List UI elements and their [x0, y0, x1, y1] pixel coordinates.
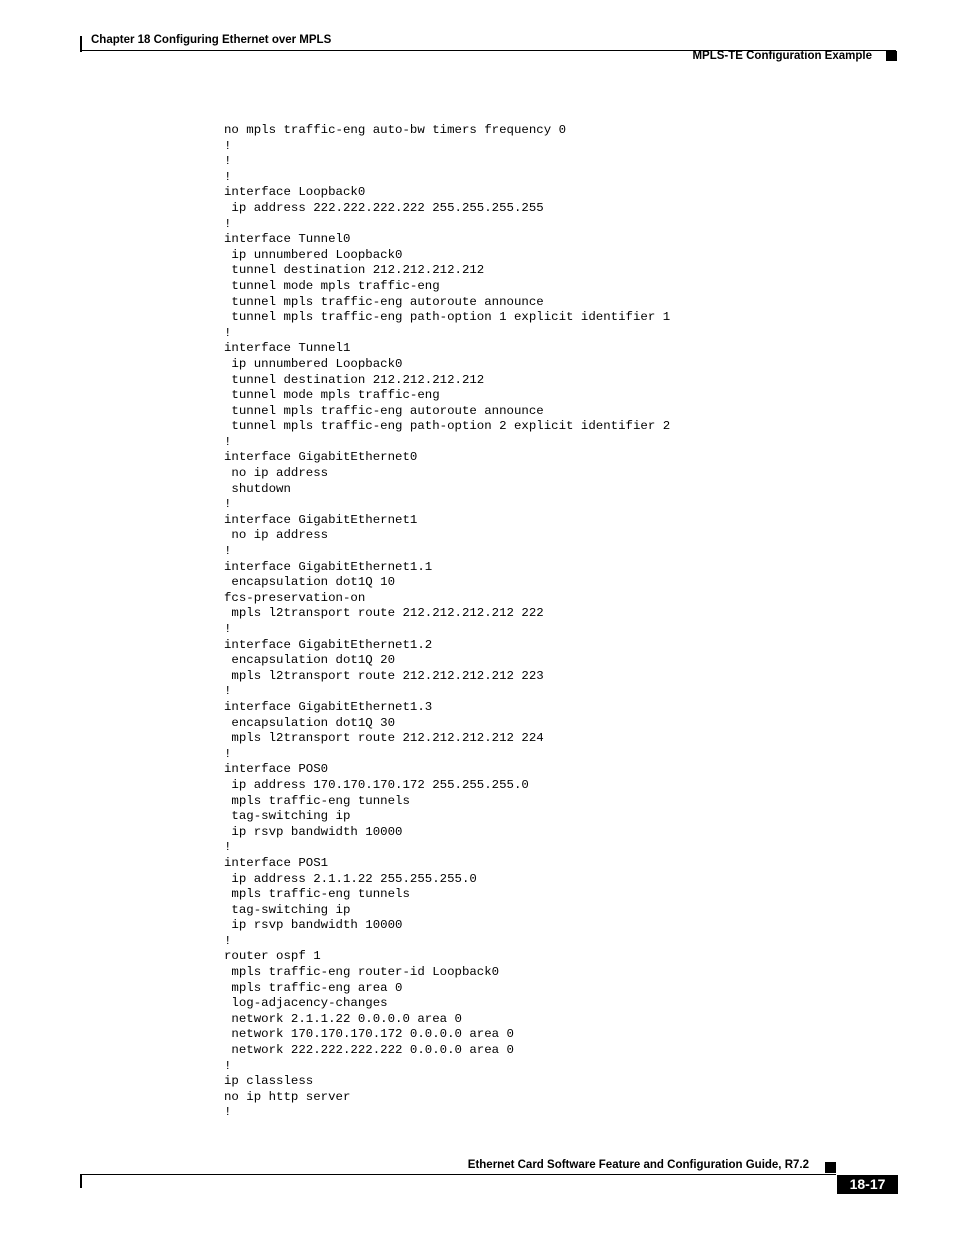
code-line: ip unnumbered Loopback0 [224, 356, 403, 371]
config-code-block [224, 123, 670, 1121]
code-line: interface POS1 [224, 855, 329, 870]
code-line: ! [224, 544, 232, 559]
footer-left-rule [80, 1174, 82, 1188]
code-line: encapsulation dot1Q 10 [224, 575, 396, 590]
code-line: log-adjacency-changes [224, 996, 388, 1011]
footer-marker [825, 1162, 836, 1173]
code-line: ! [224, 622, 232, 636]
code-line: ip unnumbered Loopback0 [224, 247, 403, 262]
code-line: ! [224, 434, 232, 449]
code-line: tunnel mpls traffic-eng autoroute announce [224, 403, 544, 418]
code-line: mpls l2transport route 212.212.212.212 222 [224, 606, 544, 621]
code-line: ! [224, 1058, 232, 1073]
code-line: ! [224, 325, 232, 340]
code-line: interface POS0 [224, 762, 329, 777]
code-line: interface Tunnel0 [224, 232, 351, 247]
code-line: ! [224, 154, 232, 169]
page-number: 18-17 [837, 1175, 898, 1194]
guide-title: Ethernet Card Software Feature and Configuration Guide, R7.2 [467, 1159, 809, 1171]
code-line: network 170.170.170.172 0.0.0.0 area 0 [224, 1027, 514, 1042]
code-line: interface GigabitEthernet1.2 [224, 637, 433, 652]
code-line: interface GigabitEthernet1.1 [224, 559, 433, 574]
code-line: interface Tunnel1 [224, 341, 351, 356]
code-line: no ip http server [224, 1089, 351, 1104]
code-line: ! [224, 138, 232, 153]
code-line: network 2.1.1.22 0.0.0.0 area 0 [224, 1011, 462, 1026]
code-line: ! [224, 216, 232, 231]
code-line: tunnel mode mpls traffic-eng [224, 278, 440, 293]
code-line: interface GigabitEthernet1.3 [224, 699, 433, 714]
code-line: mpls traffic-eng router-id Loopback0 [224, 965, 500, 980]
code-line: tag-switching ip [224, 902, 351, 917]
code-line: ! [224, 684, 232, 699]
header-marker [886, 51, 897, 61]
code-line: ! [224, 933, 232, 948]
footer-rule [80, 1174, 836, 1175]
code-line: no mpls traffic-eng auto-bw timers frequency 0 [224, 123, 567, 137]
code-line: ! [224, 1105, 232, 1120]
code-line: encapsulation dot1Q 20 [224, 653, 396, 668]
section-title: MPLS-TE Configuration Example [692, 50, 872, 62]
code-line: interface GigabitEthernet0 [224, 450, 418, 465]
code-line: tunnel destination 212.212.212.212 [224, 263, 485, 278]
code-line: ip classless [224, 1074, 314, 1089]
code-line: shutdown [224, 481, 291, 496]
code-line: ip address 222.222.222.222 255.255.255.255 [224, 200, 544, 215]
code-line: network 222.222.222.222 0.0.0.0 area 0 [224, 1043, 514, 1058]
code-line: mpls l2transport route 212.212.212.212 223 [224, 668, 544, 683]
code-line: no ip address [224, 528, 329, 543]
code-line: mpls l2transport route 212.212.212.212 224 [224, 731, 544, 746]
code-line: router ospf 1 [224, 949, 321, 964]
code-line: ! [224, 169, 232, 184]
code-line: ! [224, 746, 232, 761]
code-line: no ip address [224, 466, 329, 481]
code-line: tunnel destination 212.212.212.212 [224, 372, 485, 387]
code-line: tunnel mode mpls traffic-eng [224, 388, 440, 403]
code-line: ip rsvp bandwidth 10000 [224, 824, 403, 839]
code-line: tunnel mpls traffic-eng autoroute announce [224, 294, 544, 309]
code-line: ip address 2.1.1.22 255.255.255.0 [224, 871, 477, 886]
code-line: ip rsvp bandwidth 10000 [224, 918, 403, 933]
code-line: mpls traffic-eng tunnels [224, 793, 410, 808]
code-line: ip address 170.170.170.172 255.255.255.0 [224, 777, 529, 792]
code-line: ! [224, 840, 232, 855]
code-line: interface GigabitEthernet1 [224, 512, 418, 527]
code-line: fcs-preservation-on [224, 590, 366, 605]
code-line: mpls traffic-eng area 0 [224, 980, 403, 995]
code-line: interface Loopback0 [224, 185, 366, 200]
code-line: tag-switching ip [224, 809, 351, 824]
code-line: ! [224, 497, 232, 512]
code-line: tunnel mpls traffic-eng path-option 2 explicit identifier 2 [224, 419, 671, 434]
code-line: encapsulation dot1Q 30 [224, 715, 396, 730]
chapter-title: Chapter 18 Configuring Ethernet over MPLS [91, 34, 332, 46]
code-line: tunnel mpls traffic-eng path-option 1 explicit identifier 1 [224, 310, 671, 325]
code-line: mpls traffic-eng tunnels [224, 887, 410, 902]
